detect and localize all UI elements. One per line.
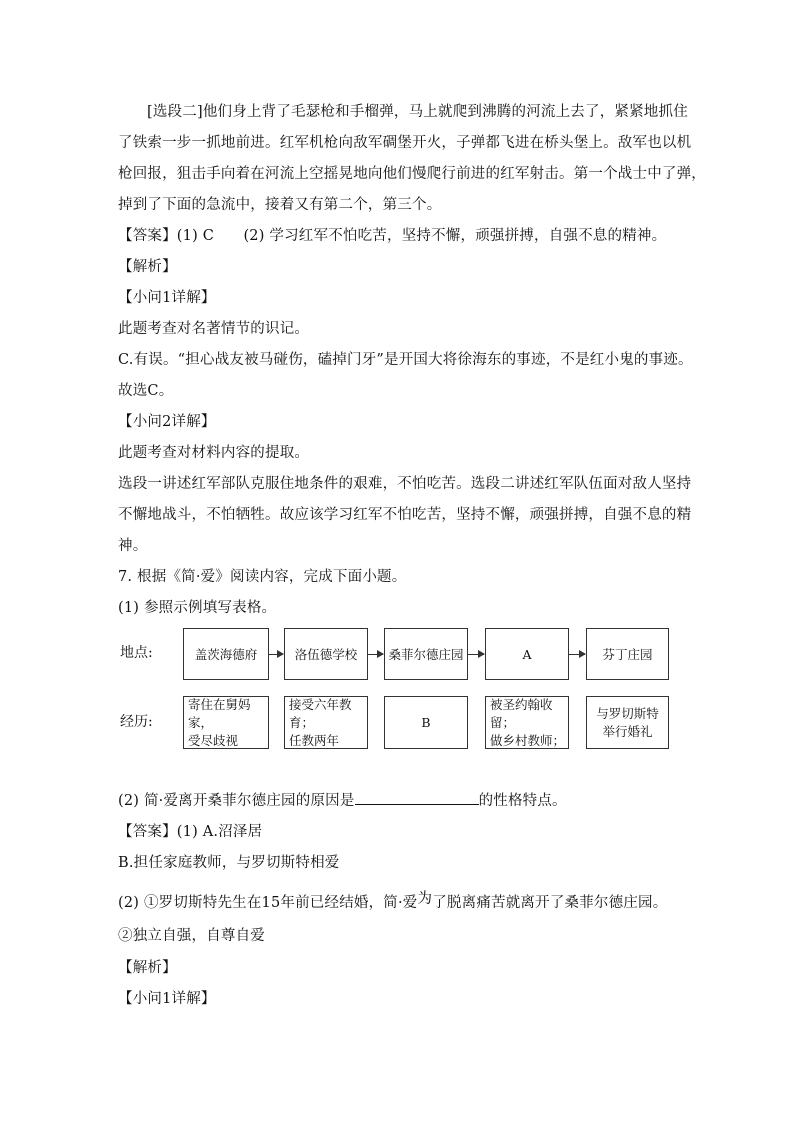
passage2-line-3: 枪回报，狙击手向着在河流上空摇晃地向他们慢爬行前进的红军射击。第一个战士中了弹， — [118, 166, 706, 182]
place-box-5: 芬丁庄园 — [586, 628, 669, 680]
experience-2-line-2: 任教两年 — [289, 732, 340, 748]
experience-box-b: B — [384, 696, 468, 749]
subquestion-2-body-1: 选段一讲述红军部队克服住地条件的艰难，不怕吃苦。选段二讲述红军队伍面对敌人坚持 — [118, 476, 692, 492]
subquestion-2-body-3: 神。 — [118, 538, 148, 554]
experience-5-line-2: 举行婚礼 — [602, 723, 653, 739]
subquestion-1-choice: 故选C。 — [118, 383, 174, 399]
passage2-line-4: 掉到了下面的急流中，接着又有第二个，第三个。 — [118, 197, 442, 213]
place-box-2: 洛伍德学校 — [284, 628, 368, 680]
flow-place-label: 地点: — [120, 645, 153, 661]
arrow-right-icon — [569, 654, 585, 655]
experience-box-5 — [586, 696, 669, 749]
place-box-a: A — [485, 628, 569, 680]
question-7-title: 7. 根据《简·爱》阅读内容，完成下面小题。 — [118, 569, 407, 585]
answer-7-2 — [118, 891, 667, 912]
analysis-heading-2: 【解析】 — [118, 960, 177, 976]
subquestion-2-body-2: 不懈地战斗，不怕牺牲。故应该学习红军不怕吃苦，坚持不懈，顽强拼搏，自强不息的精 — [118, 507, 692, 523]
place-box-3: 桑菲尔德庄园 — [384, 628, 468, 680]
experience-5-line-1: 与罗切斯特 — [596, 705, 659, 721]
subquestion-2-text: 此题考查对材料内容的提取。 — [118, 445, 310, 461]
passage2-line-1: [选段二]他们身上背了毛瑟枪和手榴弹，马上就爬到沸腾的河流上去了，紧紧地抓住 — [147, 104, 688, 120]
arrow-right-icon — [269, 654, 283, 655]
subquestion-1-text: 此题考查对名著情节的识记。 — [118, 321, 310, 337]
answer-blank[interactable] — [355, 790, 479, 805]
arrow-right-icon — [368, 654, 383, 655]
subquestion-1-heading: 【小问1详解】 — [118, 290, 216, 306]
experience-1-line-2: 受尽歧视 — [188, 732, 239, 748]
answer-6: 【答案】(1) C (2) 学习红军不怕吃苦，坚持不懈，顽强拼搏，自强不息的精神。 — [118, 228, 667, 244]
answer-7-3: ②独立自强，自尊自爱 — [118, 928, 265, 944]
answer-7-1: 【答案】(1) A.沼泽居 — [118, 824, 263, 840]
experience-box-2 — [284, 696, 368, 749]
analysis-heading: 【解析】 — [118, 259, 177, 275]
question-7-sub1: (1) 参照示例填写表格。 — [118, 600, 277, 616]
experience-box-4 — [485, 696, 569, 749]
question-7-sub2-prefix: (2) 简·爱离开桑菲尔德庄园的原因是 — [118, 793, 355, 809]
passage2-line-2: 了铁索一步一抓地前进。红军机枪向敌军碉堡开火，子弹都飞进在桥头堡上。敌军也以机 — [118, 135, 692, 151]
experience-2-line-1: 接受六年教育； — [289, 696, 352, 730]
question-7-detail-heading: 【小问1详解】 — [118, 991, 216, 1007]
subquestion-1-option-c: C.有误。“担心战友被马碰伤，磕掉门牙”是开国大将徐海东的事迹，不是红小鬼的事迹。 — [118, 352, 693, 368]
answer-7-b: B.担任家庭教师，与罗切斯特相爱 — [118, 855, 340, 871]
answer-7-2-suffix: 了脱离痛苦就离开了桑菲尔德庄园。 — [432, 895, 668, 911]
experience-4-line-1: 被圣约翰收留； — [490, 696, 553, 730]
experience-1-line-1: 寄住在舅妈家， — [188, 696, 251, 730]
question-7-sub2-suffix: 的性格特点。 — [478, 793, 567, 809]
place-box-1: 盖茨海德府 — [183, 628, 269, 680]
experience-box-1 — [183, 696, 269, 749]
answer-7-2-raised: 为 — [417, 891, 433, 907]
question-7-sub2 — [118, 789, 567, 810]
subquestion-2-heading: 【小问2详解】 — [118, 414, 216, 430]
answer-7-2-prefix: (2) ①罗切斯特先生在15年前已经结婚，简·爱 — [118, 895, 418, 911]
arrow-right-icon — [468, 654, 484, 655]
experience-4-line-2: 做乡村教师； — [490, 732, 566, 748]
flow-experience-label: 经历: — [120, 714, 153, 730]
